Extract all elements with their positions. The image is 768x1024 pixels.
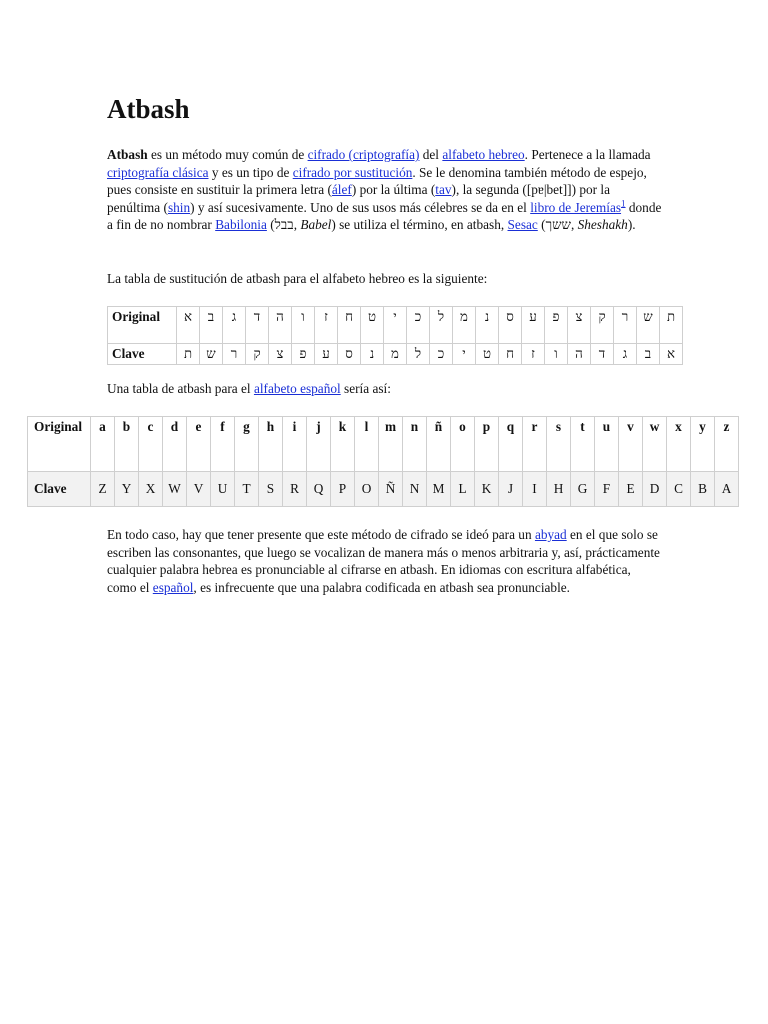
letter-cell: Ñ bbox=[379, 472, 403, 507]
page-title: Atbash bbox=[107, 94, 190, 124]
letter-cell: ד bbox=[591, 344, 614, 365]
letter-cell: ע bbox=[522, 307, 545, 344]
letter-cell: נ bbox=[476, 307, 499, 344]
letter-cell: נ bbox=[361, 344, 384, 365]
letter-cell: ל bbox=[407, 344, 430, 365]
intro-paragraph: Atbash es un método muy común de cifrado (criptografía) del alfabeto hebreo. Pertenece a la llamada criptografía clásica y es un tipo de cifrado por sustitución. Se le denomina también método de espejo, pues consiste en sustituir la primera letra (álef) por la última (tav), la segunda ([pɐ|bet]]) por la penúltima (shin) y así sucesivamente. Uno de sus usos más célebres se da en el libro de Jeremías$^1$ donde a fin de no nombrar Babilonia (בבל, Babel) se utiliza el término, en atbash, Sesac (ששך, Sheshakh). bbox=[107, 147, 662, 233]
spanish-atbash-table bbox=[27, 416, 739, 507]
table-row-clave bbox=[108, 344, 683, 365]
letter-cell: v bbox=[619, 417, 643, 472]
letter-cell: ב bbox=[200, 307, 223, 344]
letter-cell: s bbox=[547, 417, 571, 472]
letter-cell: T bbox=[235, 472, 259, 507]
letter-cell: ñ bbox=[427, 417, 451, 472]
link-cifrado-sustitucion[interactable]: cifrado por sustitución bbox=[292, 164, 413, 180]
link-cifrado[interactable]: cifrado (criptografía) bbox=[307, 147, 420, 162]
letter-cell: E bbox=[619, 472, 643, 507]
letter-cell: ר bbox=[223, 344, 246, 365]
letter-cell: ק bbox=[591, 307, 614, 344]
letter-cell: N bbox=[403, 472, 427, 507]
link-babilonia[interactable]: Babilonia bbox=[215, 217, 267, 233]
letter-cell: z bbox=[715, 417, 739, 472]
letter-cell: פ bbox=[545, 307, 568, 344]
letter-cell: O bbox=[355, 472, 379, 507]
letter-cell: ת bbox=[177, 344, 200, 365]
table-row-original bbox=[108, 307, 683, 344]
letter-cell: ח bbox=[499, 344, 522, 365]
letter-cell: מ bbox=[384, 344, 407, 365]
letter-cell: S bbox=[259, 472, 283, 507]
letter-cell: ג bbox=[223, 307, 246, 344]
link-alef[interactable]: álef bbox=[331, 182, 352, 198]
letter-cell: P bbox=[331, 472, 355, 507]
letter-cell: f bbox=[211, 417, 235, 472]
letter-cell: x bbox=[667, 417, 691, 472]
letter-cell: w bbox=[643, 417, 667, 472]
letter-cell: H bbox=[547, 472, 571, 507]
letter-cell: i bbox=[283, 417, 307, 472]
table-row-original bbox=[28, 417, 739, 472]
letter-cell: b bbox=[115, 417, 139, 472]
letter-cell: ס bbox=[499, 307, 522, 344]
row-header-original: Original bbox=[108, 307, 177, 344]
outro-paragraph: En todo caso, hay que tener presente que este método de cifrado se ideó para un abyad en el que solo se escriben las consonantes, que luego se vocalizan de manera más o menos arbitraria y, así, prácticamente cualquier palabra hebrea es pronunciable al cifrarse en atbash. En idiomas con escritura alfabética, como el español, es infrecuente que una palabra codificada en atbash sea pronunciable. bbox=[107, 527, 660, 595]
letter-cell: A bbox=[715, 472, 739, 507]
letter-cell: o bbox=[451, 417, 475, 472]
letter-cell: j bbox=[307, 417, 331, 472]
letter-cell: F bbox=[595, 472, 619, 507]
letter-cell: ד bbox=[246, 307, 269, 344]
row-header-clave: Clave bbox=[28, 472, 91, 507]
letter-cell: n bbox=[403, 417, 427, 472]
row-header-clave: Clave bbox=[108, 344, 177, 365]
letter-cell: L bbox=[451, 472, 475, 507]
footnote-ref[interactable]: 1 bbox=[621, 198, 626, 209]
letter-cell: V bbox=[187, 472, 211, 507]
letter-cell: ז bbox=[522, 344, 545, 365]
spanish-table-caption: Una tabla de atbash para el alfabeto español sería así: bbox=[107, 381, 391, 396]
letter-cell: K bbox=[475, 472, 499, 507]
letter-cell: ג bbox=[614, 344, 637, 365]
letter-cell: ח bbox=[338, 307, 361, 344]
letter-cell: ו bbox=[292, 307, 315, 344]
letter-cell: W bbox=[163, 472, 187, 507]
letter-cell: J bbox=[499, 472, 523, 507]
letter-cell: Z bbox=[91, 472, 115, 507]
link-tav[interactable]: tav bbox=[435, 182, 452, 198]
letter-cell: ש bbox=[637, 307, 660, 344]
link-abyad[interactable]: abyad bbox=[534, 527, 567, 542]
letter-cell: ע bbox=[315, 344, 338, 365]
letter-cell: g bbox=[235, 417, 259, 472]
letter-cell: א bbox=[660, 344, 683, 365]
letter-cell: G bbox=[571, 472, 595, 507]
hebrew-atbash-table bbox=[107, 306, 683, 365]
letter-cell: h bbox=[259, 417, 283, 472]
letter-cell: y bbox=[691, 417, 715, 472]
letter-cell: l bbox=[355, 417, 379, 472]
letter-cell: א bbox=[177, 307, 200, 344]
letter-cell: ו bbox=[545, 344, 568, 365]
letter-cell: ט bbox=[361, 307, 384, 344]
letter-cell: m bbox=[379, 417, 403, 472]
letter-cell: ל bbox=[430, 307, 453, 344]
letter-cell: M bbox=[427, 472, 451, 507]
row-header-original: Original bbox=[28, 417, 91, 472]
link-alfabeto-espanol[interactable]: alfabeto español bbox=[253, 381, 341, 396]
letter-cell: e bbox=[187, 417, 211, 472]
letter-cell: q bbox=[499, 417, 523, 472]
hebrew-table-caption: La tabla de sustitución de atbash para el alfabeto hebreo es la siguiente: bbox=[107, 271, 488, 286]
letter-cell: ר bbox=[614, 307, 637, 344]
letter-cell: Y bbox=[115, 472, 139, 507]
letter-cell: צ bbox=[269, 344, 292, 365]
link-criptografia-clasica[interactable]: criptografía clásica bbox=[107, 164, 209, 180]
letter-cell: ה bbox=[568, 344, 591, 365]
link-espanol[interactable]: español bbox=[152, 579, 194, 595]
link-shin[interactable]: shin bbox=[167, 199, 191, 215]
letter-cell: י bbox=[453, 344, 476, 365]
letter-cell: ב bbox=[637, 344, 660, 365]
letter-cell: ה bbox=[269, 307, 292, 344]
letter-cell: X bbox=[139, 472, 163, 507]
letter-cell: ת bbox=[660, 307, 683, 344]
letter-cell: ש bbox=[200, 344, 223, 365]
letter-cell: I bbox=[523, 472, 547, 507]
letter-cell: U bbox=[211, 472, 235, 507]
letter-cell: B bbox=[691, 472, 715, 507]
link-sesac[interactable]: Sesac bbox=[507, 217, 538, 233]
letter-cell: k bbox=[331, 417, 355, 472]
letter-cell: C bbox=[667, 472, 691, 507]
letter-cell: p bbox=[475, 417, 499, 472]
link-alfabeto-hebreo[interactable]: alfabeto hebreo bbox=[442, 147, 525, 162]
bold-term: Atbash bbox=[107, 147, 148, 162]
letter-cell: כ bbox=[407, 307, 430, 344]
letter-cell: a bbox=[91, 417, 115, 472]
letter-cell: ק bbox=[246, 344, 269, 365]
table-row-clave bbox=[28, 472, 739, 507]
letter-cell: t bbox=[571, 417, 595, 472]
letter-cell: צ bbox=[568, 307, 591, 344]
letter-cell: ט bbox=[476, 344, 499, 365]
letter-cell: Q bbox=[307, 472, 331, 507]
letter-cell: פ bbox=[292, 344, 315, 365]
letter-cell: ס bbox=[338, 344, 361, 365]
letter-cell: D bbox=[643, 472, 667, 507]
letter-cell: r bbox=[523, 417, 547, 472]
link-libro-jeremias[interactable]: libro de Jeremías bbox=[530, 199, 622, 215]
letter-cell: u bbox=[595, 417, 619, 472]
letter-cell: R bbox=[283, 472, 307, 507]
letter-cell: ז bbox=[315, 307, 338, 344]
letter-cell: מ bbox=[453, 307, 476, 344]
letter-cell: י bbox=[384, 307, 407, 344]
letter-cell: כ bbox=[430, 344, 453, 365]
letter-cell: c bbox=[139, 417, 163, 472]
letter-cell: d bbox=[163, 417, 187, 472]
